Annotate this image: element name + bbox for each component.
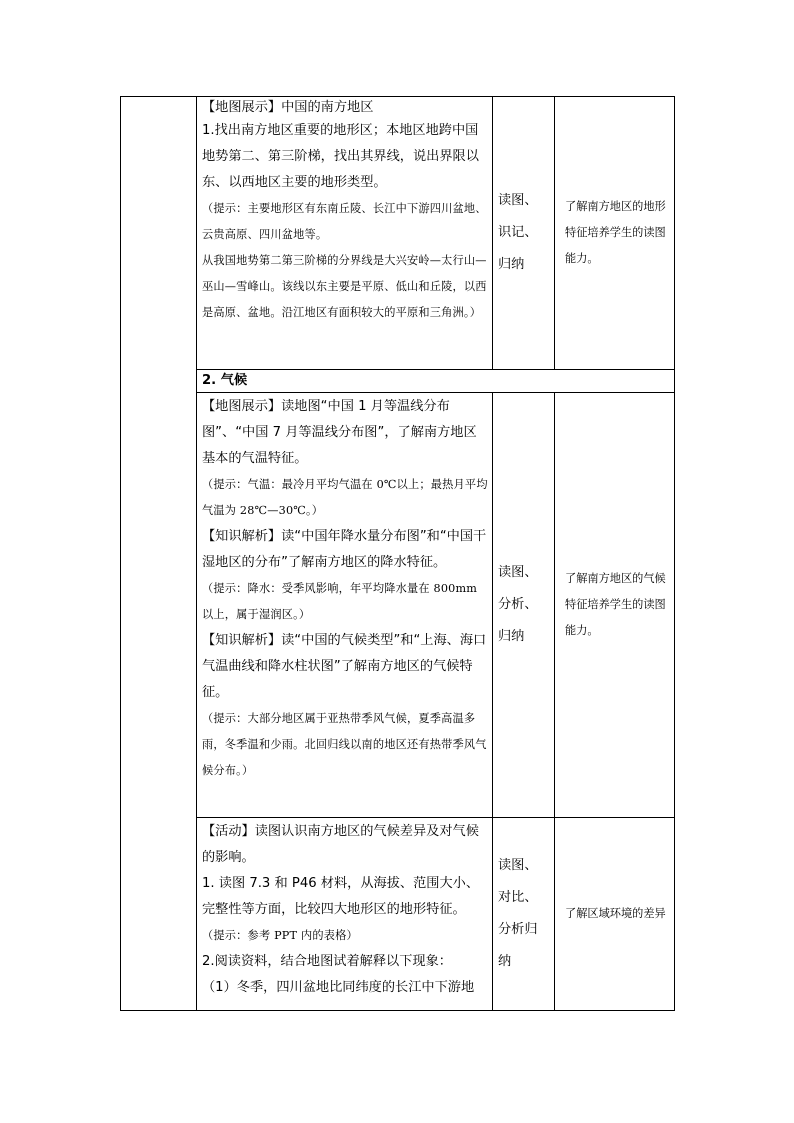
- content-heading: 【地图展示】中国的南方地区: [202, 100, 374, 115]
- table-row-activity: [121, 818, 675, 1011]
- method-item: 读图、: [498, 858, 538, 873]
- content-paragraph: 1. 读图 7.3 和 P46 材料，从海拔、范围大小、完整性等方面，比较四大地形区的地形特征。: [202, 876, 480, 917]
- content-paragraph: 【知识解析】读“中国年降水量分布图”和“中国干湿地区的分布”了解南方地区的降水特征。: [202, 529, 487, 570]
- method-cell: [493, 818, 555, 1011]
- lesson-plan-page: [120, 96, 674, 1011]
- content-paragraph: 【地图展示】读地图“中国 1 月等温线分布图”、“中国 7 月等温线分布图”，了解南方地区基本的气温特征。: [202, 399, 477, 466]
- blank-column-cell: [121, 97, 197, 1011]
- goal-cell: 了解区域环境的差异: [555, 818, 675, 1011]
- content-paragraph: 2.阅读资料，结合地图试着解释以下现象：: [202, 954, 452, 969]
- method-item: 归纳: [498, 629, 525, 644]
- goal-cell: 了解南方地区的气候特征培养学生的读图能力。: [555, 393, 675, 818]
- goal-cell: 了解南方地区的地形特征培养学生的读图能力。: [555, 97, 675, 370]
- method-cell: [493, 97, 555, 370]
- hint-paragraph: 从我国地势第二第三阶梯的分界线是大兴安岭—太行山—巫山—雪峰山。该线以东主要是平原、低山和丘陵，以西是高原、盆地。沿江地区有面积较大的平原和三角洲。）: [202, 254, 487, 319]
- table-row-climate: [121, 393, 675, 818]
- hint-paragraph: （提示：气温：最冷月平均气温在 0℃以上；最热月平均气温为 28℃—30℃。）: [202, 478, 488, 517]
- section-heading: 2. 气候: [197, 370, 675, 393]
- hint-paragraph: （提示：参考 PPT 内的表格）: [202, 929, 358, 942]
- method-item: 分析、: [498, 597, 538, 612]
- hint-paragraph: （提示：大部分地区属于亚热带季风气候，夏季高温多雨，冬季温和少雨。北回归线以南的地区还有热带季风气候分布。）: [202, 712, 487, 777]
- content-cell: [197, 818, 493, 1011]
- method-item: 读图、: [498, 565, 538, 580]
- method-item: 纳: [498, 954, 512, 969]
- content-cell: [197, 393, 493, 818]
- content-paragraph: 【知识解析】读“中国的气候类型”和“上海、海口气温曲线和降水柱状图”了解南方地区的气候特征。: [202, 633, 487, 700]
- hint-paragraph: （提示：降水：受季风影响，年平均降水量在 800mm 以上，属于湿润区。）: [202, 582, 478, 621]
- content-paragraph: （1）冬季，四川盆地比同纬度的长江中下游地: [202, 980, 475, 995]
- method-item: 归纳: [498, 257, 525, 272]
- table-row-terrain: [121, 97, 675, 370]
- method-cell: [493, 393, 555, 818]
- method-item: 对比、: [498, 890, 538, 905]
- hint-paragraph: （提示：主要地形区有东南丘陵、长江中下游四川盆地、云贵高原、四川盆地等。: [202, 202, 487, 241]
- content-paragraph: 【活动】读图认识南方地区的气候差异及对气候的影响。: [202, 824, 479, 865]
- lesson-plan-table: [120, 96, 675, 1011]
- method-item: 识记、: [498, 225, 538, 240]
- method-item: 分析归: [498, 922, 538, 937]
- content-cell: [197, 97, 493, 370]
- method-item: 读图、: [498, 193, 538, 208]
- content-paragraph: 1.找出南方地区重要的地形区；本地区地跨中国地势第二、第三阶梯，找出其界线，说出界限以东、以西地区主要的地形类型。: [202, 123, 479, 190]
- table-row-section: [121, 370, 675, 393]
